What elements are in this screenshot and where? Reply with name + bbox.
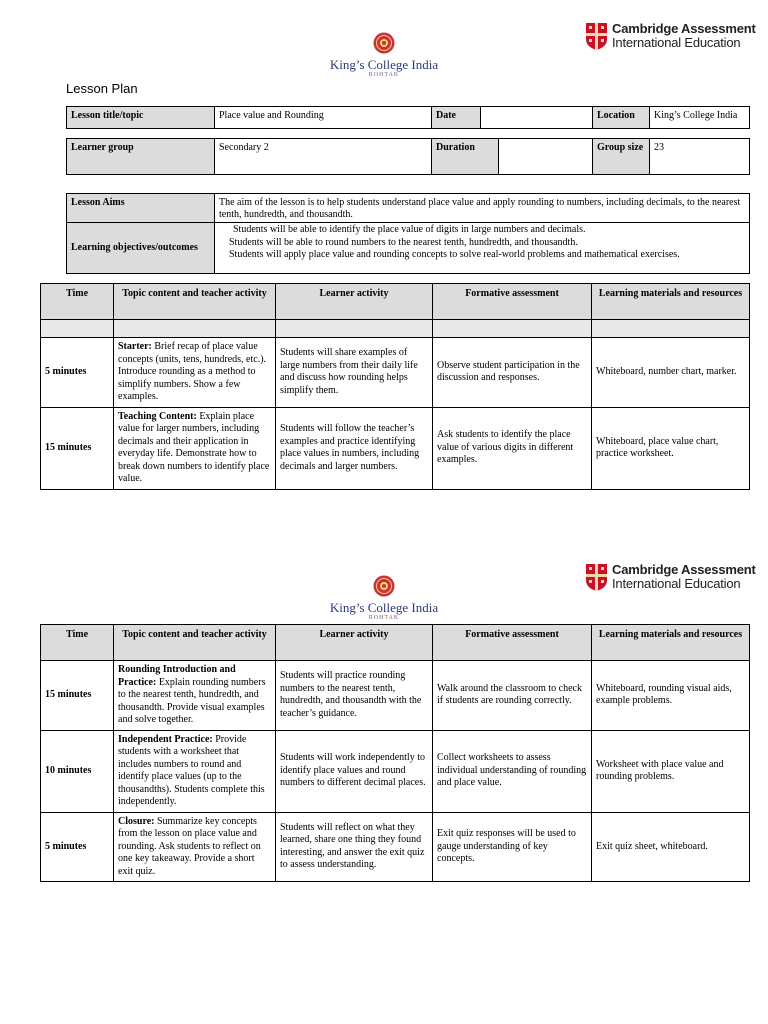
table-row (41, 338, 750, 408)
cambridge-shield-icon (586, 23, 607, 50)
row-time: 5 minutes (41, 812, 114, 882)
cambridge-line2: International Education (612, 35, 741, 50)
table-row (41, 661, 750, 731)
cambridge-shield-icon (586, 564, 607, 591)
activity-table-1 (40, 283, 750, 490)
col-learner: Learner activity (276, 284, 433, 320)
row-materials: Worksheet with place value and rounding problems. (592, 730, 750, 812)
row-materials: Whiteboard, rounding visual aids, example problems. (592, 661, 750, 731)
row-assessment: Collect worksheets to assess individual understanding of rounding and place value. (433, 730, 592, 812)
row-time: 15 minutes (41, 661, 114, 731)
aims-table (66, 193, 750, 274)
location-label: Location (593, 107, 650, 129)
group-size-value: 23 (650, 139, 750, 175)
lesson-title-value: Place value and Rounding (215, 107, 432, 129)
info-table-2 (66, 138, 750, 175)
cambridge-line1: Cambridge Assessment (612, 562, 756, 577)
objectives-list (215, 223, 750, 274)
table-row (41, 407, 750, 489)
row-topic: Starter: Brief recap of place value concepts (units, tens, hundreds, etc.). Introduce rounding as a method to simplify numbers. Show a few examples. (114, 338, 276, 408)
row-learner: Students will reflect on what they learned, share one thing they found interesting, and answer the exit quiz to assess understanding. (276, 812, 433, 882)
row-assessment: Ask students to identify the place value of various digits in different examples. (433, 407, 592, 489)
duration-label: Duration (432, 139, 499, 175)
cambridge-line1: Cambridge Assessment (612, 21, 756, 36)
row-materials: Whiteboard, number chart, marker. (592, 338, 750, 408)
table-row (41, 730, 750, 812)
row-topic: Independent Practice: Provide students with a worksheet that includes numbers to round and identify place values (up to the thousandths). Students complete this independently. (114, 730, 276, 812)
kings-college-logo (314, 32, 454, 79)
row-assessment: Exit quiz responses will be used to gauge understanding of key concepts. (433, 812, 592, 882)
row-topic: Teaching Content: Explain place value for larger numbers, including decimals and their application in everyday life. Demonstrate how to break down numbers to identify place value. (114, 407, 276, 489)
objective-item: Students will be able to round numbers to the nearest tenth, hundredth, and thousandth. (229, 236, 578, 248)
lesson-aims-text: The aim of the lesson is to help students understand place value and apply rounding to numbers, including decimals, to the nearest tenth, hundredth, and thousandth. (215, 194, 750, 223)
activity-table-2 (40, 624, 750, 882)
row-learner: Students will practice rounding numbers to the nearest tenth, hundredth, and thousandth with the teacher’s guidance. (276, 661, 433, 731)
cambridge-logo (586, 22, 756, 50)
learner-group-label: Learner group (67, 139, 215, 175)
college-crest-icon (373, 32, 395, 54)
learner-group-value: Secondary 2 (215, 139, 432, 175)
date-label: Date (432, 107, 481, 129)
row-topic: Rounding Introduction and Practice: Explain rounding numbers to the nearest tenth, hundredth, and thousandth. Provide visual examples and solve together. (114, 661, 276, 731)
spacer-row (41, 320, 750, 338)
row-topic: Closure: Summarize key concepts from the lesson on place value and rounding. Ask students to reflect on one key takeaway. Provide a short exit quiz. (114, 812, 276, 882)
row-time: 5 minutes (41, 338, 114, 408)
col-learner: Learner activity (276, 625, 433, 661)
college-crest-icon (373, 575, 395, 597)
row-materials: Exit quiz sheet, whiteboard. (592, 812, 750, 882)
col-time: Time (41, 284, 114, 320)
objectives-label: Learning objectives/outcomes (67, 223, 215, 274)
location-value: King’s College India (650, 107, 750, 129)
objective-item: Students will be able to identify the place value of digits in large numbers and decimals. (233, 224, 586, 235)
row-learner: Students will follow the teacher’s examples and practice identifying place values in numbers, including decimals and larger numbers. (276, 407, 433, 489)
college-name: King’s College India (329, 600, 439, 615)
row-learner: Students will work independently to identify place values and round numbers to different decimal places. (276, 730, 433, 812)
lesson-title-label: Lesson title/topic (67, 107, 215, 129)
date-value (481, 107, 593, 129)
row-time: 15 minutes (41, 407, 114, 489)
college-subtitle: ROHTAK (368, 72, 400, 78)
row-materials: Whiteboard, place value chart, practice worksheet. (592, 407, 750, 489)
row-time: 10 minutes (41, 730, 114, 812)
cambridge-line2: International Education (612, 576, 741, 591)
col-time: Time (41, 625, 114, 661)
lesson-aims-label: Lesson Aims (67, 194, 215, 223)
group-size-label: Group size (593, 139, 650, 175)
col-materials: Learning materials and resources (592, 284, 750, 320)
row-assessment: Observe student participation in the discussion and responses. (433, 338, 592, 408)
kings-college-logo (314, 575, 454, 622)
table-row (41, 812, 750, 882)
doc-title: Lesson Plan (66, 81, 138, 96)
duration-value (499, 139, 593, 175)
col-materials: Learning materials and resources (592, 625, 750, 661)
info-table-1 (66, 106, 750, 129)
college-name: King’s College India (329, 57, 439, 72)
col-topic: Topic content and teacher activity (114, 284, 276, 320)
cambridge-logo (586, 563, 756, 591)
row-learner: Students will share examples of large numbers from their daily life and discuss how rounding helps simplify them. (276, 338, 433, 408)
objective-item: Students will apply place value and rounding concepts to solve real-world problems and mathematical exercises. (229, 249, 680, 260)
college-subtitle: ROHTAK (368, 615, 400, 621)
col-assessment: Formative assessment (433, 625, 592, 661)
col-assessment: Formative assessment (433, 284, 592, 320)
row-assessment: Walk around the classroom to check if students are rounding correctly. (433, 661, 592, 731)
col-topic: Topic content and teacher activity (114, 625, 276, 661)
